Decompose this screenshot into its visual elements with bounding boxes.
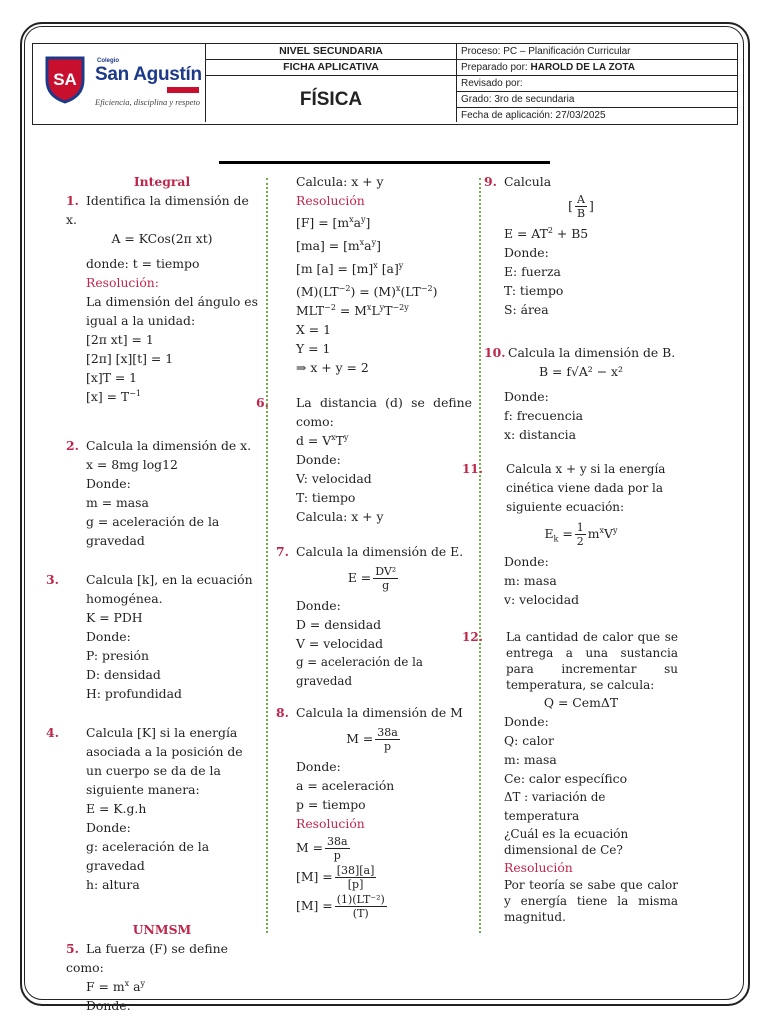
c2-l2-b: x <box>359 237 365 247</box>
problem-10-statement <box>484 343 678 362</box>
p9-eq-a: E = AT <box>504 226 548 241</box>
problem-9-bracket: [ $\frac{A}{B}$ ] <box>568 193 594 220</box>
c2-l4-c: x <box>395 283 401 293</box>
problem-3-equation: K = PDH <box>86 610 143 625</box>
problem-2-g: g = aceleración de la gravedad <box>86 514 220 548</box>
school-name: San Agustín <box>95 64 202 85</box>
problem-12-q: Q: calor <box>504 733 554 749</box>
p8-r3-l: [M] = <box>296 898 333 913</box>
problem-8-res-3 <box>276 893 472 920</box>
problem-2-number: 2. <box>66 438 79 453</box>
p7-frac <box>373 565 398 592</box>
problem-12-statement <box>462 629 678 693</box>
problem-3-p: P: presión <box>86 648 149 663</box>
problem-8-a: a = aceleración <box>296 778 395 793</box>
p9-eq-b: + B5 <box>552 226 589 241</box>
problem-8-number: 8. <box>276 705 289 720</box>
c2-l4-e: ) <box>432 284 438 299</box>
problem-9-where: Donde: <box>504 245 549 260</box>
p9-eq-s: 2 <box>547 225 553 235</box>
p8-num: 38a <box>377 726 398 739</box>
problem-1-line-4: [x]T = 1 <box>86 370 138 385</box>
column-3 <box>462 172 678 925</box>
column-2 <box>256 172 472 922</box>
c2-l4-s2: −2 <box>420 283 433 293</box>
p8-r3-num: (1)(LT⁻²) <box>336 893 385 906</box>
p8-r1-frac <box>325 835 350 862</box>
problem-8-p: p = tiempo <box>296 797 366 812</box>
column-1 <box>46 172 258 1015</box>
p7-den: g <box>382 579 390 592</box>
c2-l2-c: a <box>364 238 372 253</box>
p9-frac <box>575 193 587 220</box>
problem-9-t: T: tiempo <box>504 283 564 298</box>
problem-6-calc: Calcula: x + y <box>296 509 384 524</box>
problem-5-where: Donde: <box>86 998 131 1013</box>
school-tag-bar <box>167 87 199 93</box>
c2-l1-d: y <box>361 214 366 224</box>
p5-eq-x: x <box>124 978 130 988</box>
section-unmsm: UNMSM <box>132 922 192 937</box>
problem-12-m: m: masa <box>504 752 557 768</box>
problem-5-equation <box>66 977 258 996</box>
p5-eq-y: y <box>140 978 145 988</box>
problem-2-statement <box>66 436 258 455</box>
problem-12-resolution-label: Resolución <box>504 860 573 876</box>
problem-3-statement <box>46 570 258 608</box>
p8-r1-den: p <box>333 849 341 862</box>
level-label: NIVEL SECUNDARIA <box>206 44 456 60</box>
problem-3-d: D: densidad <box>86 667 161 682</box>
problem-11-statement <box>462 460 678 517</box>
p7-num: DV² <box>375 565 397 578</box>
problem-10-number: 10. <box>484 345 506 360</box>
c2-line-2 <box>276 236 472 255</box>
c2-l3-b: x <box>373 260 378 270</box>
problem-1-statement <box>66 191 258 229</box>
reviewed-label: Revisado por: <box>457 76 737 92</box>
problem-9-number: 9. <box>484 174 497 189</box>
c2-l4-b: ) = (M) <box>350 284 396 299</box>
problem-11-v: v: velocidad <box>504 592 580 608</box>
problem-2-equation: x = 8mg log12 <box>86 457 178 472</box>
problem-8-where: Donde: <box>296 759 341 774</box>
problem-7-d: D = densidad <box>296 617 382 632</box>
p8-r2-frac <box>335 864 377 891</box>
problem-12-equation: Q = CemΔT <box>543 695 619 711</box>
problem-8-resolution-label: Resolución <box>296 816 365 831</box>
problem-4-equation: E = K.g.h <box>86 801 147 816</box>
problem-1-where: donde: t = tiempo <box>86 256 200 271</box>
problem-3-where: Donde: <box>86 629 131 644</box>
problem-8-res-1 <box>276 835 472 862</box>
c2-l4-d: (LT <box>400 284 421 299</box>
c2-l5-g: −2y <box>392 302 409 312</box>
problem-7-g: g = aceleración de la gravedad <box>296 655 423 688</box>
p8-r1-l: M = <box>296 840 324 855</box>
section-integral: Integral <box>133 174 191 189</box>
problem-11-m: m: masa <box>504 573 557 589</box>
date-label: Fecha de aplicación: 27/03/2025 <box>461 110 606 121</box>
problem-3-number: 3. <box>46 572 59 587</box>
header-right <box>457 44 737 122</box>
p9-num: A <box>577 193 585 206</box>
problem-1-line-5 <box>66 387 258 406</box>
c2-l3-c: [a] <box>377 261 399 276</box>
p11-eq-l: E <box>544 526 554 541</box>
problem-10-equation: B = f√A² − x² <box>539 364 623 379</box>
problem-1-equation: A = KCos(2π xt) <box>111 231 213 246</box>
c2-l5-c: x <box>366 302 372 312</box>
c2-line-7: Y = 1 <box>296 341 331 356</box>
c2-calc: Calcula: x + y <box>296 174 384 189</box>
p8-eq-l: M = <box>346 731 374 746</box>
problem-1-line-5-base: [x] = T <box>86 389 130 404</box>
problem-4-number: 4. <box>46 725 59 740</box>
c2-l1-c: a <box>353 215 362 230</box>
problem-1-resolution-label: Resolución: <box>86 275 159 290</box>
p8-r1-num: 38a <box>327 835 348 848</box>
p8-r3-frac <box>335 893 387 920</box>
problem-1-line-2: [2π xt] = 1 <box>86 332 154 347</box>
p7-eq-l: E = <box>347 570 372 585</box>
problem-9-statement <box>484 172 678 191</box>
p8-den: p <box>383 740 392 753</box>
problem-4-where: Donde: <box>86 820 131 835</box>
c2-l5-d: L <box>371 303 380 318</box>
school-logo-cell <box>33 44 206 122</box>
c2-l2-e: ] <box>376 238 381 253</box>
problem-3-text: Calcula [k], en la ecuación homogénea. <box>86 572 253 606</box>
p11-eq-k: k <box>553 534 559 544</box>
p5-eq-b: a <box>129 979 141 994</box>
c2-line-5 <box>276 301 472 320</box>
problem-11-text: Calcula x + y si la energía cinética viene dada por la siguiente ecuación: <box>506 462 666 514</box>
problem-6-statement <box>256 393 472 431</box>
p11-eq-y: y <box>612 525 618 535</box>
p8-r3-den: (T) <box>352 907 369 920</box>
svg-text:SA: SA <box>53 70 77 89</box>
problem-4-g: g: aceleración de la gravedad <box>86 839 210 873</box>
problem-7-where: Donde: <box>296 598 341 613</box>
c2-l1-b: x <box>349 214 354 224</box>
problem-7-equation <box>276 565 472 592</box>
c2-line-6: X = 1 <box>296 322 331 337</box>
problem-11-where: Donde: <box>504 554 549 570</box>
problem-11-equation <box>484 521 678 548</box>
header-middle <box>206 44 457 122</box>
problem-5-statement <box>66 939 258 977</box>
problem-12-ce: Ce: calor específico <box>504 771 628 787</box>
c2-l4-a: (M)(LT <box>296 284 339 299</box>
column-divider-2 <box>479 178 481 933</box>
p11-num: 1 <box>576 521 584 534</box>
problem-5-text: La fuerza (F) se define como: <box>66 941 228 975</box>
c2-line-4 <box>276 282 472 301</box>
header-table <box>32 43 738 125</box>
process-label: Proceso: PC – Planificación Curricular <box>457 44 737 60</box>
problem-11-number: 11. <box>462 462 483 476</box>
school-shield-icon <box>45 54 85 104</box>
problem-10-text: Calcula la dimensión de B. <box>508 345 676 360</box>
p8-r2-den: [p] <box>347 878 364 891</box>
problem-2-text: Calcula la dimensión de x. <box>86 438 252 453</box>
problem-9-e: E: fuerza <box>504 264 561 279</box>
p8-frac <box>375 726 400 753</box>
problem-1-line-5-exp: −1 <box>129 388 141 398</box>
problem-8-equation <box>276 726 472 753</box>
problem-12-answer: Por teoría se sabe que calor y energía tiene la misma magnitud. <box>504 878 678 925</box>
problem-4-text: Calcula [K] si la energía asociada a la posición de un cuerpo se da de la siguiente manera: <box>86 725 243 797</box>
c2-l1-e: ] <box>365 215 371 230</box>
problem-3-h: H: profundidad <box>86 686 182 701</box>
c2-line-1 <box>276 213 472 232</box>
c2-line-3 <box>276 259 472 278</box>
p11-eq-r: m <box>587 526 600 541</box>
c2-l4-s: −2 <box>338 283 351 293</box>
problem-12-dt: ΔT : variación de temperatura <box>504 790 606 824</box>
problem-12-where: Donde: <box>504 714 549 730</box>
p11-frac <box>575 521 586 548</box>
problem-6-v: V: velocidad <box>296 471 372 486</box>
prepared-row <box>457 60 737 76</box>
problem-12-question: ¿Cuál es la ecuación dimensional de Ce? <box>504 827 629 858</box>
c2-l5-f: T <box>384 303 393 318</box>
grade-label: Grado: 3ro de secundaria <box>457 92 737 108</box>
p5-eq-a: F = m <box>86 979 125 994</box>
problem-1-text: Identifica la dimensión de x. <box>66 193 249 227</box>
c2-l5-e: y <box>379 302 385 312</box>
p9-den: B <box>576 207 586 220</box>
problem-8-res-2 <box>276 864 472 891</box>
prepared-by: HAROLD DE LA ZOTA <box>530 62 635 73</box>
problem-10-x: x: distancia <box>504 427 576 442</box>
problem-7-v: V = velocidad <box>296 636 384 651</box>
problem-1-line-3: [2π] [x][t] = 1 <box>86 351 174 366</box>
c2-l1-a: [F] = [m <box>296 215 350 230</box>
problem-7-number: 7. <box>276 544 289 559</box>
p6-eq-t: T <box>335 433 344 448</box>
subject-title: FÍSICA <box>299 89 363 110</box>
problem-9-equation <box>484 224 678 243</box>
problem-6-where: Donde: <box>296 452 341 467</box>
p11-eq-x: x <box>599 525 604 535</box>
p11-den: 2 <box>576 535 584 548</box>
problem-2-m: m = masa <box>86 495 149 510</box>
c2-l5-a: MLT <box>296 303 325 318</box>
p6-eq-x: x <box>331 432 336 442</box>
sheet-label: FICHA APLICATIVA <box>206 60 456 76</box>
problem-4-statement <box>46 723 258 799</box>
problem-7-text: Calcula la dimensión de E. <box>296 544 464 559</box>
problem-6-text: La distancia (d) se define como: <box>296 395 472 429</box>
problem-12-number: 12. <box>462 630 483 645</box>
problem-6-number: 6. <box>256 395 269 410</box>
problem-5-number: 5. <box>66 941 79 956</box>
p8-r2-l: [M] = <box>296 869 333 884</box>
school-small-label: Colegio <box>97 58 119 64</box>
title-rule <box>219 161 550 164</box>
c2-line-8: ⇒ x + y = 2 <box>296 360 369 375</box>
prepared-label: Preparado por: <box>461 62 528 73</box>
problem-12-text: La cantidad de calor que se entrega a una sustancia para incrementar su temperatura, se calcula: <box>506 630 678 693</box>
problem-10-f: f: frecuencia <box>504 408 584 423</box>
c2-l5-b: = M <box>335 303 367 318</box>
problem-7-statement <box>276 542 472 561</box>
p11-eq-v: V <box>604 526 613 541</box>
problem-6-equation <box>276 431 472 450</box>
school-motto: Eficiencia, disciplina y respeto <box>95 97 200 107</box>
c2-l3-d: y <box>398 260 404 270</box>
problem-1-number: 1. <box>66 193 79 208</box>
problem-8-statement <box>276 703 472 722</box>
column-divider-1 <box>266 178 268 933</box>
problem-4-h: h: altura <box>86 877 140 892</box>
problem-10-where: Donde: <box>504 389 549 404</box>
problem-2-where: Donde: <box>86 476 131 491</box>
c2-l2-a: [ma] = [m <box>296 238 360 253</box>
p11-eq-m: = <box>558 526 573 541</box>
p6-eq-y: y <box>343 432 349 442</box>
problem-1-line-1: La dimensión del ángulo es igual a la unidad: <box>86 294 258 328</box>
problem-8-text: Calcula la dimensión de M <box>296 705 463 720</box>
p8-r2-num: [38][a] <box>336 864 375 877</box>
problem-6-t: T: tiempo <box>296 490 356 505</box>
p6-eq-a: d = V <box>296 433 332 448</box>
c2-l3-a: [m [a] = [m] <box>296 261 374 276</box>
c2-l5-s: −2 <box>324 302 336 312</box>
problem-9-s: S: área <box>504 302 549 317</box>
c2-resolution-label: Resolución <box>296 193 365 208</box>
problem-9-text: Calcula <box>504 174 552 189</box>
c2-l2-d: y <box>371 237 377 247</box>
